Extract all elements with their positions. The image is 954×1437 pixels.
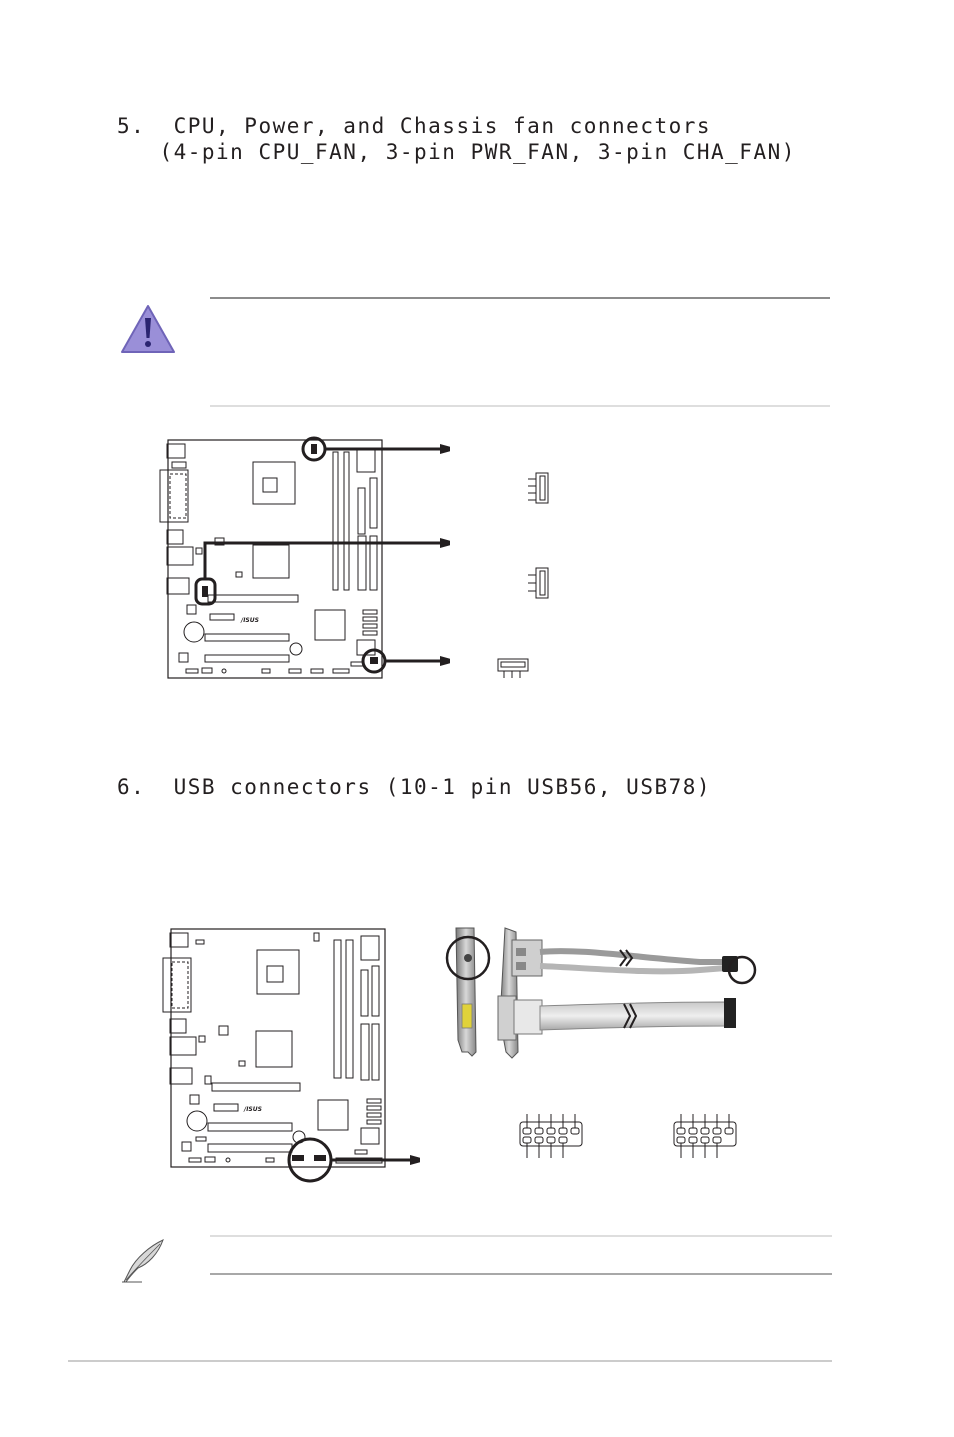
section-5-title-line1: CPU, Power, and Chassis fan connectors — [173, 114, 712, 138]
usb78-pin-header-symbol — [674, 1114, 736, 1158]
feather-quill-icon — [122, 1240, 163, 1282]
section-6-title: USB connectors (10-1 pin USB56, USB78) — [173, 775, 712, 799]
board-logo-2: /ISUS — [244, 1106, 262, 1113]
section-5-title-line2: (4-pin CPU_FAN, 3-pin PWR_FAN, 3-pin CHA_FAN) — [159, 140, 796, 164]
usb-bracket-illustration — [447, 928, 755, 1058]
section-6-number: 6. — [117, 775, 146, 799]
caution-triangle-icon — [122, 306, 174, 352]
cha-fan-connector-symbol — [498, 659, 528, 678]
usb56-pin-header-symbol — [520, 1114, 582, 1158]
cpu-fan-connector-symbol — [528, 473, 548, 503]
motherboard-diagram-usb — [163, 929, 385, 1167]
motherboard-diagram-fans — [160, 440, 382, 678]
section-5-number: 5. — [117, 114, 146, 138]
pwr-fan-connector-symbol — [528, 568, 548, 598]
board-logo-1: /ISUS — [241, 617, 259, 624]
pwr-fan-arrow — [205, 543, 448, 579]
